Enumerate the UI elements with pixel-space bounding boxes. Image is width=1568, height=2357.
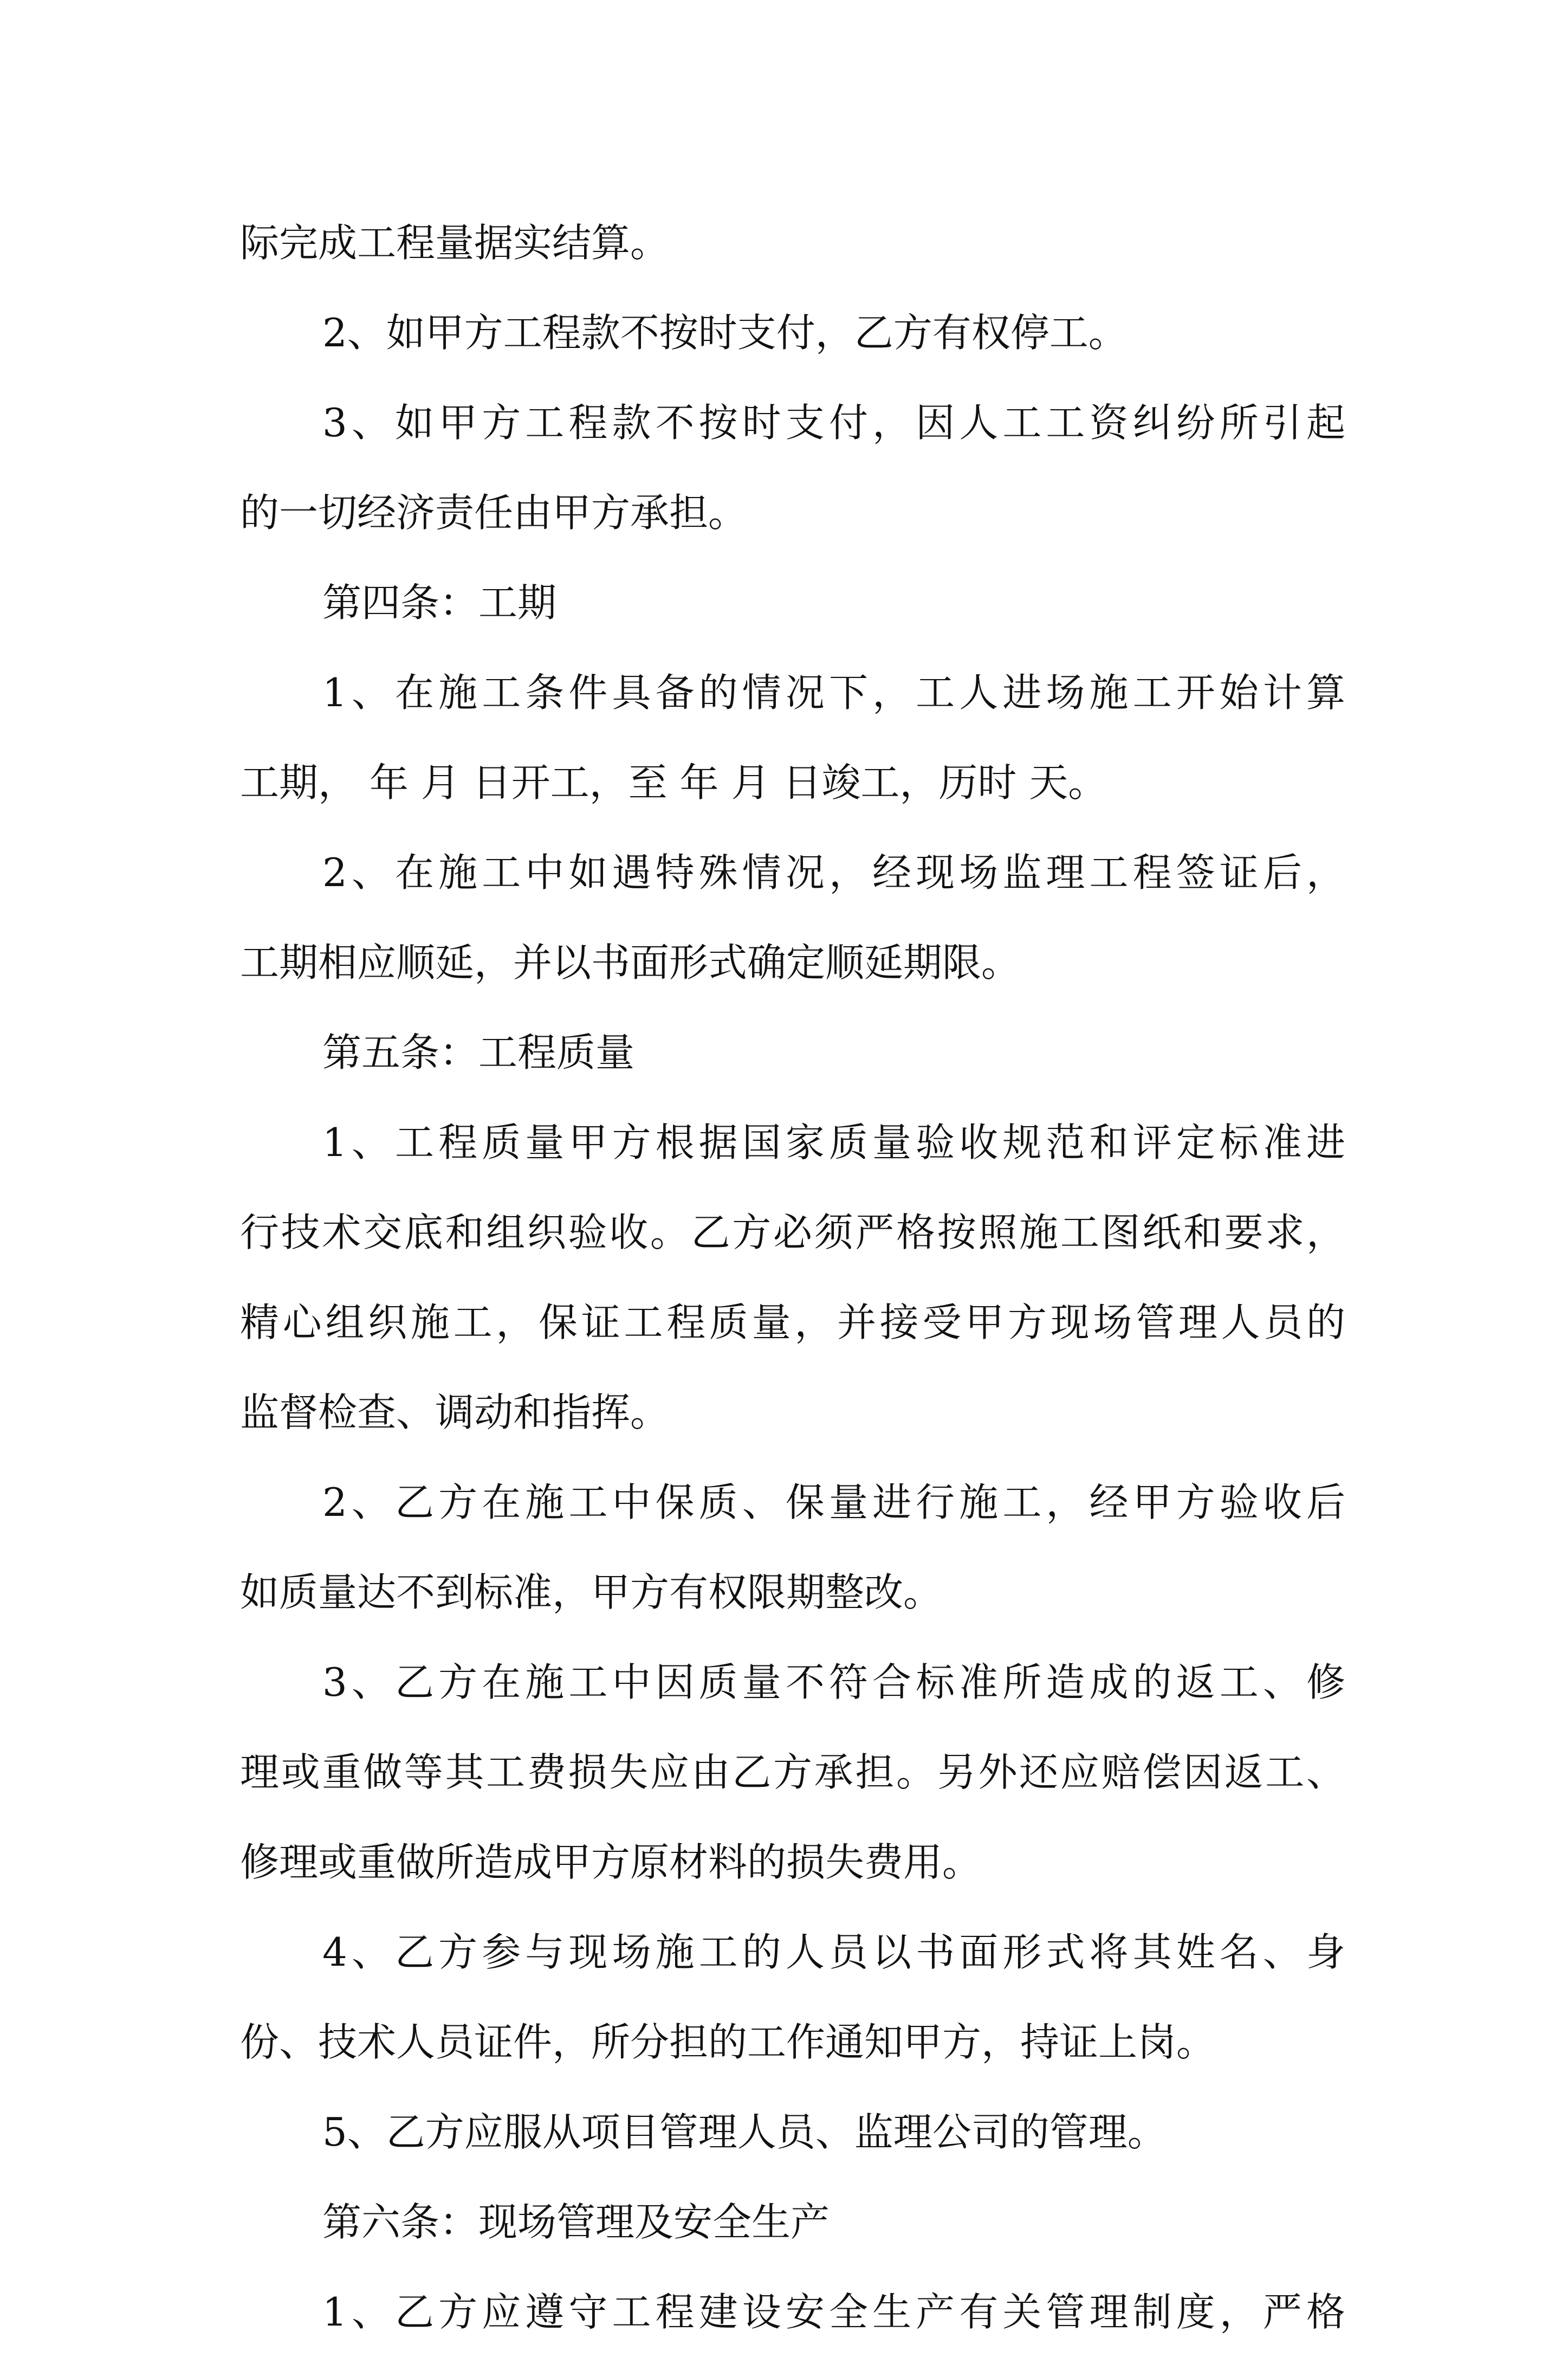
text-line: 理或重做等其工费损失应由乙方承担。另外还应赔偿因返工、 [240,1749,1345,1795]
text-line: 1、乙方应遵守工程建设安全生产有关管理制度，严格 [322,2289,1345,2335]
text-line: 2、在施工中如遇特殊情况，经现场监理工程签证后， [322,850,1345,895]
text-line: 修理或重做所造成甲方原材料的损失费用。 [240,1839,982,1885]
text-line: 2、乙方在施工中保质、保量进行施工，经甲方验收后 [322,1480,1345,1525]
text-line: 际完成工程量据实结算。 [240,220,670,266]
text-line: 如质量达不到标准，甲方有权限期整改。 [240,1570,943,1615]
section-heading: 第四条：工期 [322,580,557,625]
section-heading: 第六条：现场管理及安全生产 [322,2199,830,2245]
text-line: 精心组织施工，保证工程质量，并接受甲方现场管理人员的 [240,1300,1345,1345]
text-line: 份、技术人员证件，所分担的工作通知甲方，持证上岗。 [240,2019,1216,2065]
text-line: 1、工程质量甲方根据国家质量验收规范和评定标准进 [322,1120,1345,1165]
text-line: 的一切经济责任由甲方承担。 [240,490,748,535]
section-heading: 第五条：工程质量 [322,1030,635,1075]
text-line: 1、在施工条件具备的情况下，工人进场施工开始计算 [322,670,1345,715]
text-line: 行技术交底和组织验收。乙方必须严格按照施工图纸和要求， [240,1210,1345,1255]
text-line: 监督检查、调动和指挥。 [240,1390,670,1435]
text-line: 3、如甲方工程款不按时支付，因人工工资纠纷所引起 [322,400,1345,445]
text-line: 2、如甲方工程款不按时支付，乙方有权停工。 [322,310,1128,356]
text-line: 4、乙方参与现场施工的人员以书面形式将其姓名、身 [322,1929,1345,1975]
text-line: 工期相应顺延，并以书面形式确定顺延期限。 [240,940,1021,985]
text-line: 5、乙方应服从项目管理人员、监理公司的管理。 [322,2109,1167,2155]
text-line: 工期， 年 月 日开工，至 年 月 日竣工，历时 天。 [240,760,1107,805]
document-body [240,198,1345,2357]
text-line: 3、乙方在施工中因质量不符合标准所造成的返工、修 [322,1659,1345,1705]
